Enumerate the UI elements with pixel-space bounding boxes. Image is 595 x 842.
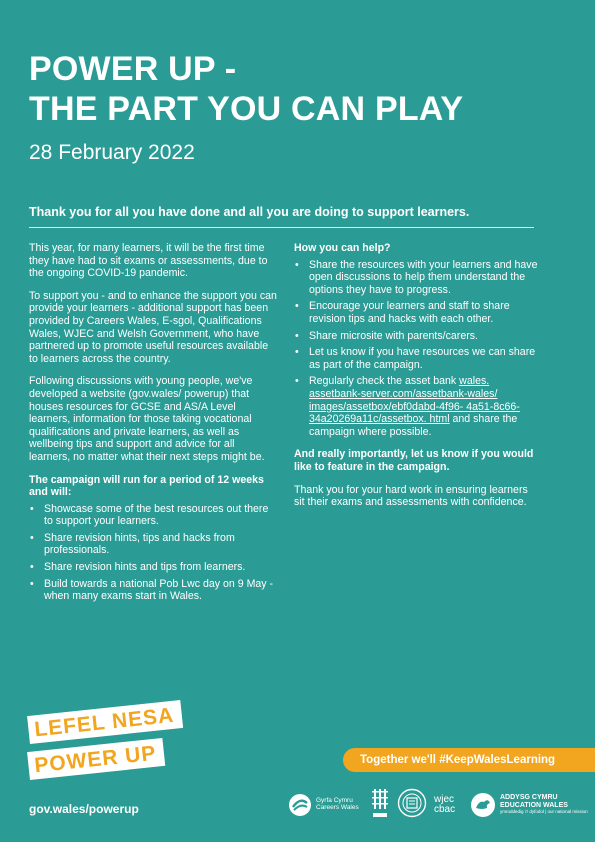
page-title-line-2: THE PART YOU CAN PLAY <box>29 90 464 128</box>
paragraph-2: To support you - and to enhance the support you can provide your learners - additional support has been provided by Careers Wales, E-sgol, Qualifications Wales, WJEC and Welsh Government, who have partnered up to promote useful resources available to learners across the country. <box>29 289 277 365</box>
list-item: • Share the resources with your learners and have open discussions to help them understand the options they have to progress. <box>294 259 540 297</box>
logo-power-up: POWER UP <box>27 738 166 780</box>
help-heading: How you can help? <box>294 242 391 254</box>
intro-heading: Thank you for all you have done and all you are doing to support learners. <box>29 205 470 219</box>
list-item <box>294 375 540 438</box>
list-item: • Share revision hints and tips from learners. <box>29 561 277 574</box>
list-item-text: and share the campaign where possible. <box>309 413 518 438</box>
campaign-list <box>29 503 277 603</box>
careers-wales-text: Gyrfa Cymru Careers Wales <box>316 797 359 811</box>
feature-note: And really importantly, let us know if you would like to feature in the campaign. <box>294 448 534 473</box>
paragraph-3: Following discussions with young people, we've developed a website (gov.wales/ powerup) that houses resources for GCSE and AS/A Level learners, information for those taking vocational qualifications and private learners, as well as wellbeing tips and support and advice for all learners, no matter what their next steps might be. <box>29 375 265 463</box>
logo-lefel-nesa: LEFEL NESA <box>27 700 183 744</box>
list-item: • Encourage your learners and staff to share revision tips and hacks with each other. <box>294 300 540 325</box>
hashtag-banner: Together we'll #KeepWalesLearning <box>343 748 595 772</box>
wjec-logo-text: wjec cbac <box>434 794 456 815</box>
paragraph-1: This year, for many learners, it will be the first time they have had to sit exams or assessments, due to the ongoing COVID-19 pandemic. <box>29 242 268 280</box>
asset-bank-link[interactable]: wales. assetbank-server.com/assetbank-wales/ images/assetbox/ebf0dabd-4f96- 4a51-8c66-34a20269a11c/assetbox. html <box>309 375 520 426</box>
education-wales-tagline: ymroddedig i'r dyfodol | our national mission <box>500 809 588 814</box>
list-item: • Build towards a national Pob Lwc day on 9 May - when many exams start in Wales. <box>29 578 277 603</box>
qualifications-wales-logo-icon <box>397 788 427 818</box>
date: 28 February 2022 <box>29 141 195 164</box>
help-list <box>294 259 540 439</box>
list-item-text: Regularly check the asset bank <box>309 375 460 388</box>
education-wales-line-2: EDUCATION WALES <box>500 801 568 809</box>
list-item: • Share microsite with parents/carers. <box>294 330 540 343</box>
campaign-heading: The campaign will run for a period of 12 weeks and will: <box>29 473 264 499</box>
e-sgol-logo-icon <box>371 787 389 819</box>
right-column <box>294 242 540 519</box>
thanks-text: Thank you for your hard work in ensuring learners sit their exams and assessments with confidence. <box>294 483 528 509</box>
list-item: • Showcase some of the best resources out there to support your learners. <box>29 503 277 528</box>
welsh-government-dragon-icon <box>470 792 496 818</box>
left-column <box>29 242 277 613</box>
list-item: • Let us know if you have resources we can share as part of the campaign. <box>294 346 540 371</box>
education-wales-text <box>500 794 568 809</box>
page-title-line-1: POWER UP - <box>29 50 237 88</box>
list-item: • Share revision hints, tips and hacks from professionals. <box>29 532 277 557</box>
careers-wales-logo-icon <box>288 793 312 817</box>
divider <box>29 227 534 228</box>
education-wales-line-1: ADDYSG CYMRU <box>500 794 558 801</box>
website-link[interactable]: gov.wales/powerup <box>29 802 139 816</box>
